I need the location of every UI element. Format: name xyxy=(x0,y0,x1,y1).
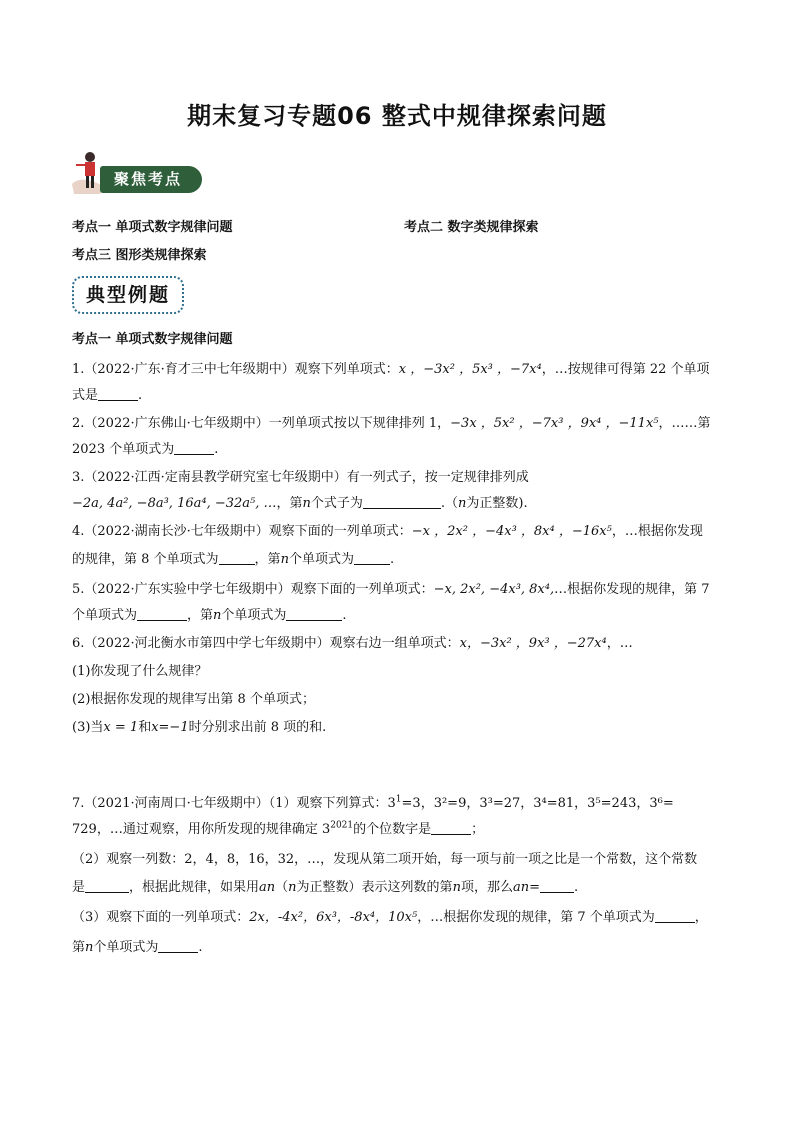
section-heading: 考点一 单项式数字规律问题 xyxy=(72,332,233,347)
q5-terms: −x, 2x², −4x³, 8x⁴, xyxy=(433,582,555,597)
answer-blank[interactable] xyxy=(137,607,187,621)
question-7-line-3: （2）观察一列数：2，4，8，16，32，…，发现从第二项开始，每一项与前一项之比是一个常数，这个常数 xyxy=(72,852,698,867)
question-2-line-2: 2023 个单项式为 . xyxy=(72,442,219,457)
answer-blank[interactable] xyxy=(286,607,342,621)
toc-item-2: 考点二 数字类规律探索 xyxy=(404,220,539,235)
answer-blank[interactable] xyxy=(98,387,138,401)
answer-blank[interactable] xyxy=(174,441,214,455)
answer-blank[interactable] xyxy=(354,551,390,565)
examples-label: 典型例题 xyxy=(72,276,184,314)
question-2-line-1: 2.（2022·广东佛山·七年级期中）一列单项式按以下规律排列 1，−3x ，5x² ，−7x³ ，9x⁴ ，−11x⁵，……第 xyxy=(72,416,711,431)
q3-terms: −2a, 4a², −8a³, 16a⁴, −32a⁵, … xyxy=(72,496,277,511)
answer-blank[interactable] xyxy=(540,879,574,893)
question-3-line-2: −2a, 4a², −8a³, 16a⁴, −32a⁵, …，第n个式子为 .（n为正整数). xyxy=(72,496,528,511)
question-1-line-2: 式是 . xyxy=(72,388,143,403)
answer-blank[interactable] xyxy=(431,821,471,835)
question-6-part-2: (2)根据你发现的规律写出第 8 个单项式； xyxy=(72,692,315,707)
q7-terms: 2x，-4x²，6x³，-8x⁴，10x⁵ xyxy=(249,910,418,925)
question-7-line-4: 是 ，根据此规律，如果用an（n为正整数）表示这列数的第n项，那么an= . xyxy=(72,880,579,895)
toc-item-1: 考点一 单项式数字规律问题 xyxy=(72,220,233,235)
answer-blank[interactable] xyxy=(85,879,129,893)
question-6-part-3: (3)当x = 1和x=−1时分别求出前 8 项的和. xyxy=(72,720,327,735)
answer-blank[interactable] xyxy=(158,939,198,953)
question-5-line-1: 5.（2022·广东实验中学七年级期中）观察下面的一列单项式：−x, 2x², −4x³, 8x⁴,…根据你发现的规律，第 7 xyxy=(72,582,710,597)
question-6-line-1: 6.（2022·河北衡水市第四中学七年级期中）观察右边一组单项式：x，−3x² ，9x³ ，−27x⁴，… xyxy=(72,636,633,651)
question-3-line-1: 3.（2022·江西·定南县教学研究室七年级期中）有一列式子，按一定规律排列成 xyxy=(72,470,529,485)
answer-blank[interactable] xyxy=(363,495,441,509)
answer-blank[interactable] xyxy=(219,551,255,565)
q2-terms: −3x ，5x² ，−7x³ ，9x⁴ ，−11x⁵ xyxy=(450,416,659,431)
q4-terms: −x ，2x² ，−4x³ ，8x⁴ ，−16x⁵ xyxy=(411,524,612,539)
question-1-line-1: 1.（2022·广东·育才三中七年级期中）观察下列单项式：x ，−3x² ，5x³ ，−7x⁴，…按规律可得第 22 个单项 xyxy=(72,362,710,377)
focus-banner xyxy=(70,150,202,194)
question-7-line-2: 729，…通过观察，用你所发现的规律确定 $3^{2021}$的个位数字是 ； xyxy=(72,820,485,837)
question-7-line-5: （3）观察下面的一列单项式：2x，-4x²，6x³，-8x⁴，10x⁵，…根据你发现的规律，第 7 个单项式为 ， xyxy=(72,910,708,925)
question-4-line-2: 的规律，第 8 个单项式为 ，第n个单项式为 . xyxy=(72,552,395,567)
answer-blank[interactable] xyxy=(655,909,695,923)
question-4-line-1: 4.（2022·湖南长沙·七年级期中）观察下面的一列单项式：−x ，2x² ，−4x³ ，8x⁴ ，−16x⁵，…根据你发现 xyxy=(72,524,703,539)
question-5-line-2: 个单项式为 ，第n个单项式为 . xyxy=(72,608,347,623)
question-7-line-6: 第n个单项式为 . xyxy=(72,940,203,955)
page-title: 期末复习专题06 整式中规律探索问题 xyxy=(187,102,607,130)
q1-terms: x ，−3x² ，5x³ ，−7x⁴ xyxy=(398,362,542,377)
banner-label: 聚焦考点 xyxy=(114,170,183,188)
q6-terms: x，−3x² ，9x³ ，−27x⁴ xyxy=(459,636,607,651)
question-7-line-1: 7.（2021·河南周口·七年级期中）（1）观察下列算式：$3^1=3$，3²=9，3³=27，3⁴=81，3⁵=243，3⁶= xyxy=(72,794,674,811)
question-6-part-1: (1)你发现了什么规律？ xyxy=(72,664,208,679)
toc-item-3: 考点三 图形类规律探索 xyxy=(72,248,207,263)
